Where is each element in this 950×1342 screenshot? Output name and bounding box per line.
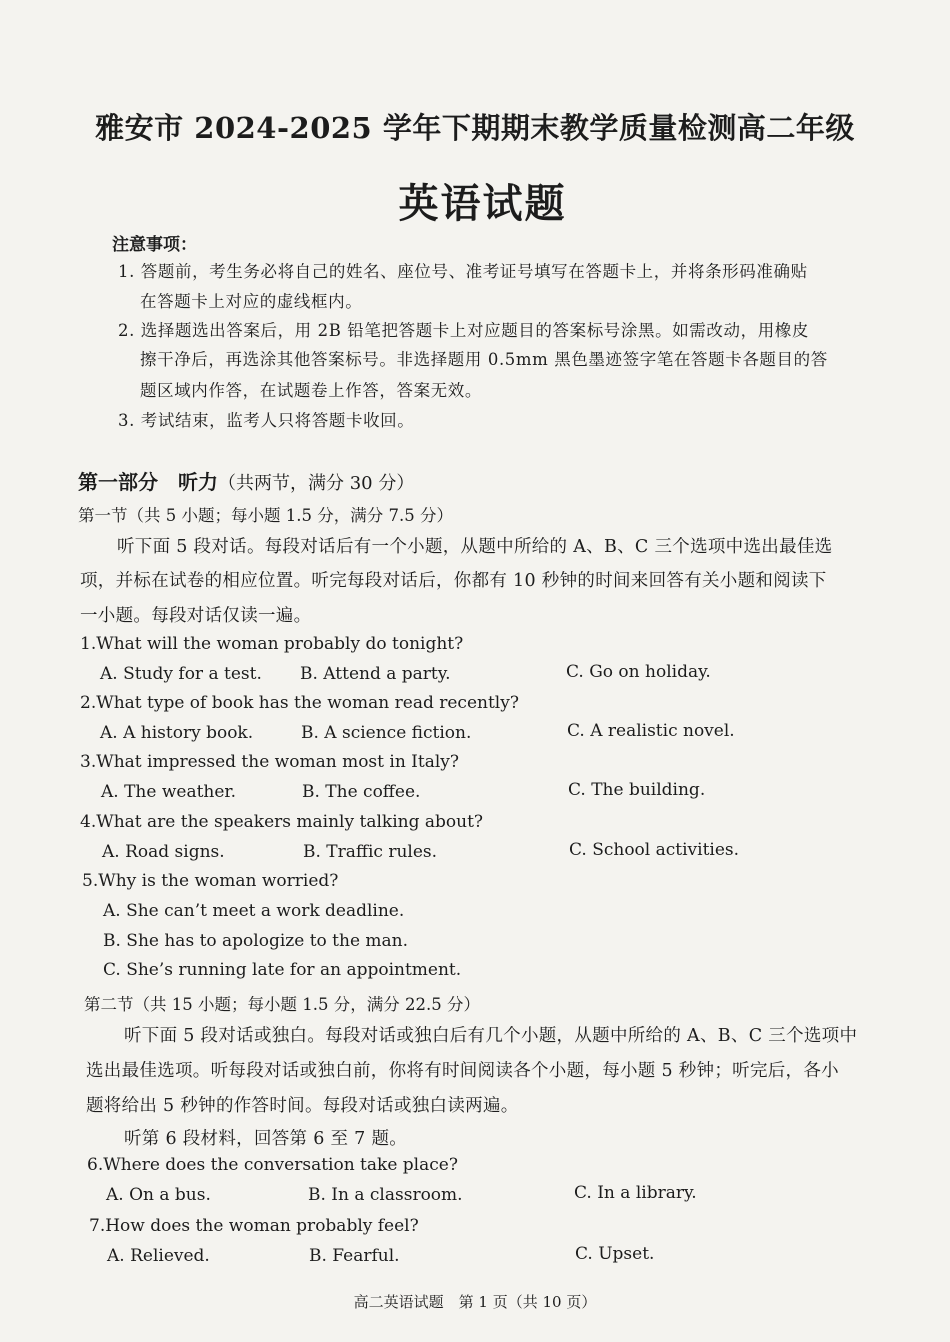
question-4-stem: 4.What are the speakers mainly talking about? [80,812,484,832]
question-7-stem: 7.How does the woman probably feel? [89,1216,419,1236]
question-2-option-c: C. A realistic novel. [567,721,735,741]
section1-instruction-line-3: 一小题。每段对话仅读一遍。 [80,606,312,626]
question-3-option-b: B. The coffee. [302,782,421,802]
section1-heading: 第一节（共 5 小题；每小题 1.5 分，满分 7.5 分） [78,506,453,525]
question-3-option-a: A. The weather. [101,782,237,802]
section1-instruction-line-1: 听下面 5 段对话。每段对话后有一个小题，从题中所给的 A、B、C 三个选项中选出最佳选 [117,537,833,557]
question-4-option-a: A. Road signs. [102,842,225,862]
question-7-option-b: B. Fearful. [309,1246,400,1266]
question-1-option-c: C. Go on holiday. [566,662,711,682]
question-5-stem: 5.Why is the woman worried? [82,871,339,891]
material-6-note: 听第 6 段材料，回答第 6 至 7 题。 [124,1129,408,1149]
notice-item-2-line-3: 题区域内作答，在试题卷上作答，答案无效。 [140,381,482,400]
question-2-option-a: A. A history book. [100,723,254,743]
question-5-option-a: A. She can’t meet a work deadline. [103,901,405,921]
question-1-option-a: A. Study for a test. [100,664,262,684]
section2-heading: 第二节（共 15 小题；每小题 1.5 分，满分 22.5 分） [84,995,480,1014]
question-1-stem: 1.What will the woman probably do tonight? [80,634,464,654]
question-6-option-b: B. In a classroom. [308,1185,463,1205]
notice-item-1-line-1: 1. 答题前，考生务必将自己的姓名、座位号、准考证号填写在答题卡上，并将条形码准确贴 [118,262,808,281]
section1-instruction-line-2: 项，并标在试卷的相应位置。听完每段对话后，你都有 10 秒钟的时间来回答有关小题和阅读下 [80,571,827,591]
question-6-option-c: C. In a library. [574,1183,697,1203]
question-2-option-b: B. A science fiction. [301,723,472,743]
question-6-stem: 6.Where does the conversation take place? [87,1155,458,1175]
question-2-stem: 2.What type of book has the woman read recently? [80,693,519,713]
subject-title: 英语试题 [398,180,567,227]
question-4-option-b: B. Traffic rules. [303,842,438,862]
question-4-option-c: C. School activities. [569,840,740,860]
question-3-stem: 3.What impressed the woman most in Italy? [80,752,460,772]
notice-item-3: 3. 考试结束，监考人只将答题卡收回。 [118,411,415,430]
notice-heading: 注意事项： [112,235,197,255]
notice-item-1-line-2: 在答题卡上对应的虚线框内。 [140,292,363,311]
section2-instruction-line-2: 选出最佳选项。听每段对话或独白前，你将有时间阅读各个小题，每小题 5 秒钟；听完后，各小 [86,1061,839,1081]
exam-title: 雅安市 2024-2025 学年下期期末教学质量检测高二年级 [95,111,855,145]
question-1-option-b: B. Attend a party. [300,664,451,684]
notice-item-2-line-1: 2. 选择题选出答案后，用 2B 铅笔把答题卡上对应题目的答案标号涂黑。如需改动，用橡皮 [118,321,809,340]
question-3-option-c: C. The building. [568,780,706,800]
part1-heading [78,466,414,495]
notice-item-2-line-2: 擦干净后，再选涂其他答案标号。非选择题用 0.5mm 黑色墨迹签字笔在答题卡各题目的答 [140,350,828,369]
question-7-option-a: A. Relieved. [107,1246,210,1266]
question-6-option-a: A. On a bus. [106,1185,211,1205]
part1-title-tail: （共两节，满分 30 分） [218,473,415,494]
section2-instruction-line-3: 题将给出 5 秒钟的作答时间。每段对话或独白读两遍。 [86,1096,519,1116]
question-5-option-b: B. She has to apologize to the man. [103,931,409,951]
question-5-option-c: C. She’s running late for an appointment. [103,960,462,980]
question-7-option-c: C. Upset. [575,1244,655,1264]
page-footer: 高二英语试题 第 1 页（共 10 页） [353,1293,597,1311]
part1-title: 第一部分 听力 [78,470,218,494]
section2-instruction-line-1: 听下面 5 段对话或独白。每段对话或独白后有几个小题，从题中所给的 A、B、C 三个选项中 [124,1026,858,1046]
